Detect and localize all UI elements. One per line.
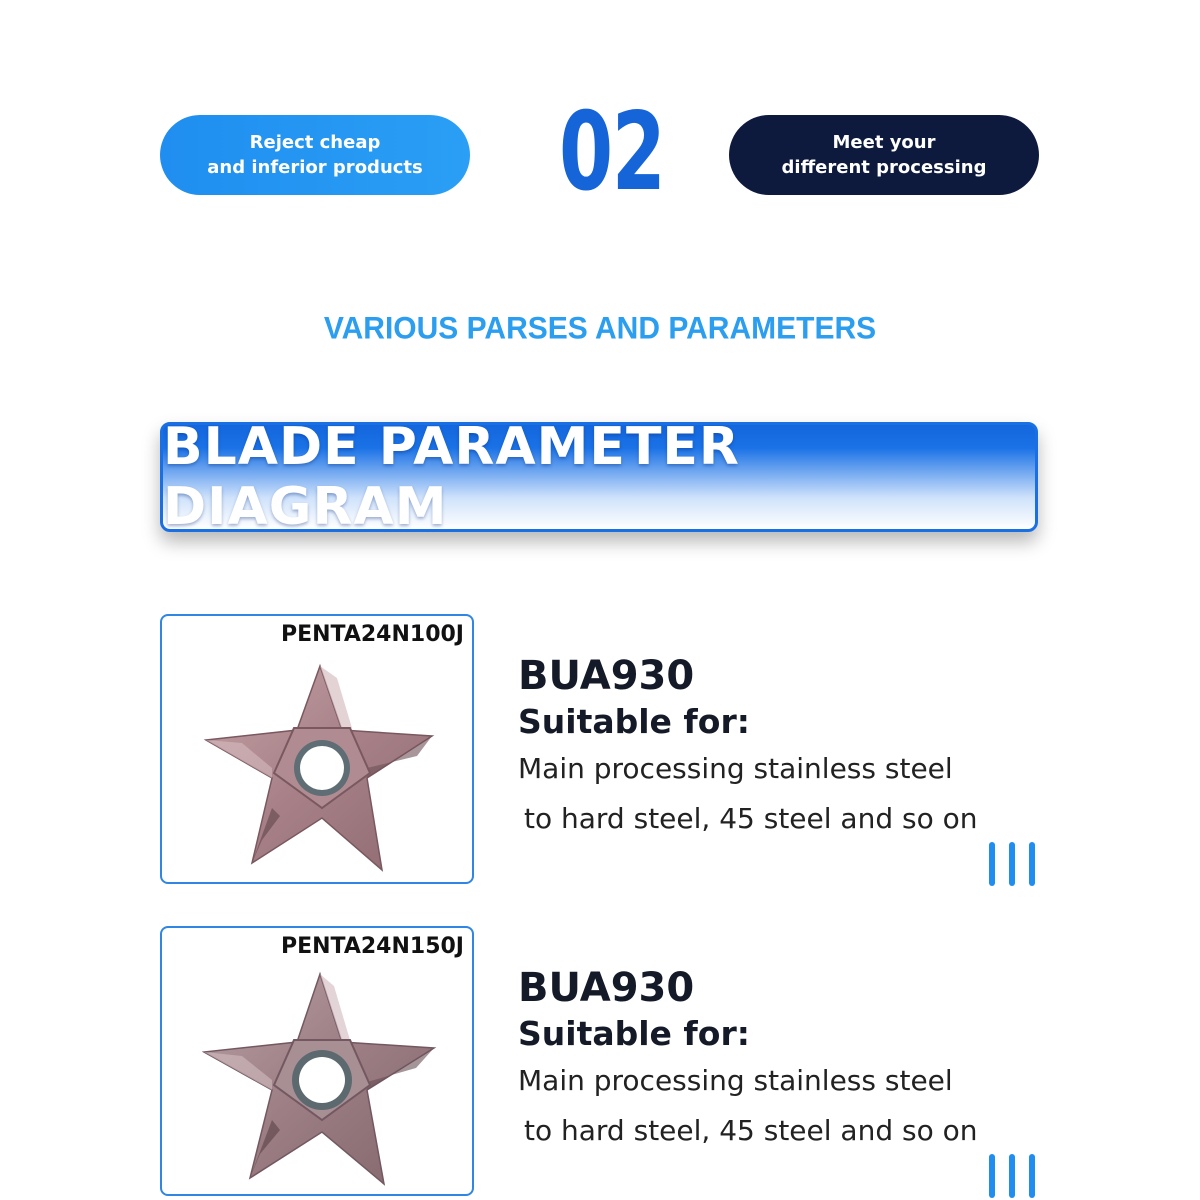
suitable-label: Suitable for: <box>518 702 750 741</box>
section-subtitle: VARIOUS PARSES AND PARAMETERS <box>323 311 877 346</box>
pill-line: Reject cheap <box>249 132 381 153</box>
product-card <box>160 614 474 884</box>
product-description: to hard steel, 45 steel and so on <box>524 802 978 835</box>
product-info <box>518 652 978 844</box>
pentagon-insert-image <box>202 658 442 878</box>
product-description: Main processing stainless steel <box>518 1064 953 1097</box>
banner-title: BLADE PARAMETER DIAGRAM <box>163 417 740 537</box>
product-code: PENTA24N150J <box>280 934 464 959</box>
meet-processing-pill <box>729 115 1039 195</box>
product-description: Main processing stainless steel <box>518 752 953 785</box>
product-code: PENTA24N100J <box>280 622 464 647</box>
pill-line: Meet your <box>832 132 936 153</box>
product-description: to hard steel, 45 steel and so on <box>524 1114 978 1147</box>
decorative-bars-icon <box>985 840 1039 888</box>
reject-cheap-pill <box>160 115 470 195</box>
product-grade: BUA930 <box>518 653 695 699</box>
product-grade: BUA930 <box>518 965 695 1011</box>
blade-parameter-banner <box>160 417 1038 537</box>
suitable-label: Suitable for: <box>518 1014 750 1053</box>
product-card <box>160 926 474 1196</box>
pill-line: different processing <box>781 157 987 178</box>
pentagon-insert-image <box>202 970 442 1190</box>
section-number: 02 <box>559 90 665 215</box>
pill-line: and inferior products <box>207 157 423 178</box>
product-info <box>518 964 978 1156</box>
decorative-bars-icon <box>985 1152 1039 1200</box>
